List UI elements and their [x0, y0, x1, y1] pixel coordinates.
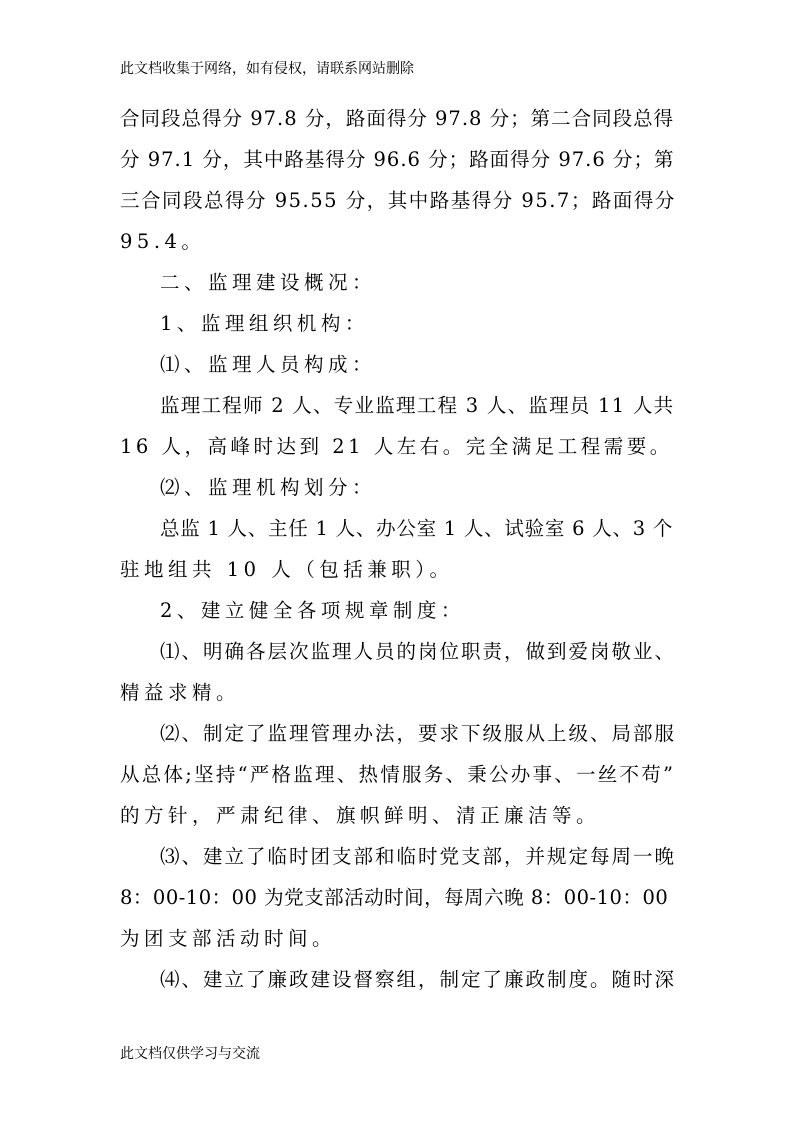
- page-footer: 此文档仅供学习与交流: [120, 1046, 260, 1062]
- item-heading: ⑴、监理人员构成：: [160, 353, 377, 376]
- text-line: ⑴、明确各层次监理人员的岗位职责，做到爱岗敬业、: [160, 640, 676, 663]
- text-line: 三合同段总得分 95.55 分，其中路基得分 95.7；路面得分: [120, 189, 676, 212]
- text-line: 95.4。: [120, 230, 206, 253]
- text-line: 8：00-10：00 为党支部活动时间，每周六晚 8：00-10：00: [120, 886, 669, 909]
- text-line: 合同段总得分 97.8 分，路面得分 97.8 分；第二合同段总得: [120, 107, 675, 130]
- text-line: 的方针，严肃纪律、旗帜鲜明、清正廉洁等。: [120, 804, 601, 827]
- text-line: 16 人，高峰时达到 21 人左右。完全满足工程需要。: [120, 435, 673, 458]
- text-line: ⑷、建立了廉政建设督察组，制定了廉政制度。随时深: [160, 968, 676, 991]
- text-line: ⑶、建立了临时团支部和临时党支部，并规定每周一晚: [160, 845, 676, 868]
- item-heading: ⑵、监理机构划分：: [160, 476, 377, 499]
- text-line: 为团支部活动时间。: [120, 927, 337, 950]
- text-line: 精益求精。: [120, 681, 241, 704]
- text-line: 驻地组共 10 人（包括兼职）。: [120, 558, 454, 581]
- text-line: ⑵、制定了监理管理办法，要求下级服从上级、局部服: [160, 722, 676, 745]
- page-header: 此文档收集于网络，如有侵权，请联系网站删除: [120, 61, 414, 77]
- section-heading: 二、监理建设概况：: [160, 271, 377, 294]
- document-body: [120, 98, 676, 1000]
- subsection-heading: 2、建立健全各项规章制度：: [160, 599, 465, 622]
- text-line: 监理工程师 2 人、专业监理工程 3 人、监理员 11 人共: [160, 394, 675, 417]
- text-line: 分 97.1 分，其中路基得分 96.6 分；路面得分 97.6 分；第: [120, 148, 675, 171]
- text-line: 从总体;坚持“严格监理、热情服务、秉公办事、一丝不苟”: [120, 763, 676, 786]
- subsection-heading: 1、监理组织机构：: [160, 312, 369, 335]
- text-line: 总监 1 人、主任 1 人、办公室 1 人、试验室 6 人、3 个: [160, 517, 674, 540]
